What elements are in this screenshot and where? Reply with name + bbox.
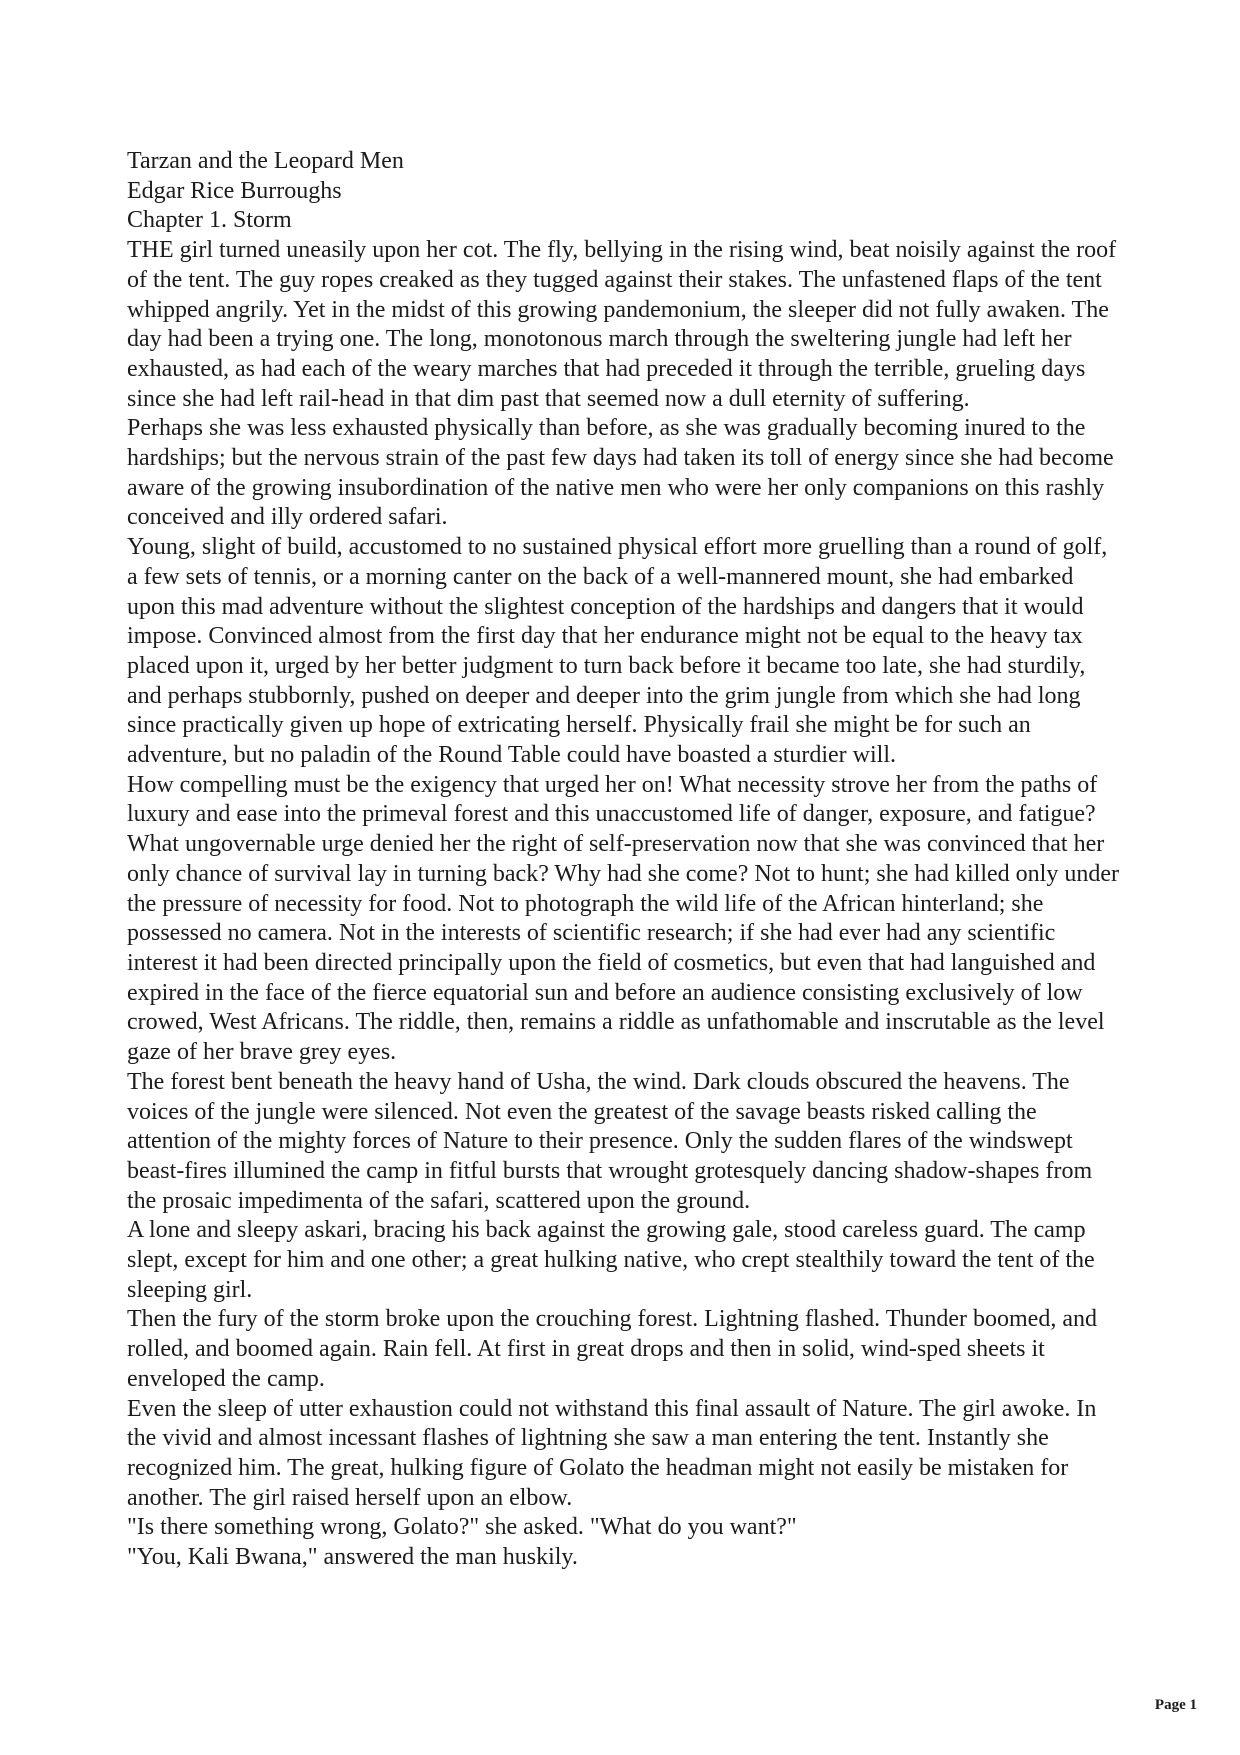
paragraph: "Is there something wrong, Golato?" she asked. "What do you want?"	[127, 1514, 797, 1541]
chapter-heading: Chapter 1. Storm	[127, 207, 292, 234]
paragraph: Young, slight of build, accustomed to no sustained physical effort more gruelling than a round of golf, a few sets of tennis, or a morning canter on the back of a well-mannered mount, she had embarked upon this mad adventure without the slightest conception of the hardships and dangers that it would impose. Convinced almost from the first day that her endurance might not be equal to the heavy tax placed upon it, urged by her better judgment to turn back before it became too late, she had sturdily, and perhaps stubbornly, pushed on deeper and deeper into the grim jungle from which she had long since practically given up hope of extricating herself. Physically frail she might be for such an adventure, but no paladin of the Round Table could have boasted a sturdier will.	[127, 534, 1108, 769]
paragraph: A lone and sleepy askari, bracing his back against the growing gale, stood careless guard. The camp slept, except for him and one other; a great hulking native, who crept stealthily toward the tent of the sleeping girl.	[127, 1217, 1095, 1303]
paragraph: The forest bent beneath the heavy hand of Usha, the wind. Dark clouds obscured the heavens. The voices of the jungle were silenced. Not even the greatest of the savage beasts risked calling the attention of the mighty forces of Nature to their presence. Only the sudden flares of the windswept beast-fires illumined the camp in fitful bursts that wrought grotesquely dancing shadow-shapes from the prosaic impedimenta of the safari, scattered upon the ground.	[127, 1068, 1093, 1214]
document-body	[127, 147, 1123, 1573]
book-author: Edgar Rice Burroughs	[127, 177, 342, 204]
page-number: Page 1	[1154, 1697, 1197, 1713]
paragraph: Then the fury of the storm broke upon the crouching forest. Lightning flashed. Thunder boomed, and rolled, and boomed again. Rain fell. At first in great drops and then in solid, wind-sped sheets it enveloped the camp.	[127, 1306, 1097, 1392]
paragraph: "You, Kali Bwana," answered the man huskily.	[127, 1544, 578, 1571]
paragraph: THE girl turned uneasily upon her cot. The fly, bellying in the rising wind, beat noisily against the roof of the tent. The guy ropes creaked as they tugged against their stakes. The unfastened flaps of the tent whipped angrily. Yet in the midst of this growing pandemonium, the sleeper did not fully awaken. The day had been a trying one. The long, monotonous march through the sweltering jungle had left her exhausted, as had each of the weary marches that had preceded it through the terrible, grueling days since she had left rail-head in that dim past that seemed now a dull eternity of suffering.	[127, 237, 1117, 412]
book-title: Tarzan and the Leopard Men	[127, 148, 404, 174]
paragraph: How compelling must be the exigency that urged her on! What necessity strove her from the paths of luxury and ease into the primeval forest and this unaccustomed life of danger, exposure, and fatigue? What ungovernable urge denied her the right of self-preservation now that she was convinced that her only chance of survival lay in turning back? Why had she come? Not to hunt; she had killed only under the pressure of necessity for food. Not to photograph the wild life of the African hinterland; she possessed no camera. Not in the interests of scientific research; if she had ever had any scientific interest it had been directed principally upon the field of cosmetics, but even that had languished and expired in the face of the fierce equatorial sun and before an audience consisting exclusively of low crowed, West Africans. The riddle, then, remains a riddle as unfathomable and inscrutable as the level gaze of her brave grey eyes.	[127, 771, 1119, 1066]
paragraph: Even the sleep of utter exhaustion could not withstand this final assault of Nature. The girl awoke. In the vivid and almost incessant flashes of lightning she saw a man entering the tent. Instantly she recognized him. The great, hulking figure of Golato the headman might not easily be mistaken for another. The girl raised herself upon an elbow.	[127, 1395, 1097, 1511]
paragraph: Perhaps she was less exhausted physically than before, as she was gradually becoming inured to the hardships; but the nervous strain of the past few days had taken its toll of energy since she had become aware of the growing insubordination of the native men who were her only companions on this rashly conceived and illy ordered safari.	[127, 415, 1114, 531]
